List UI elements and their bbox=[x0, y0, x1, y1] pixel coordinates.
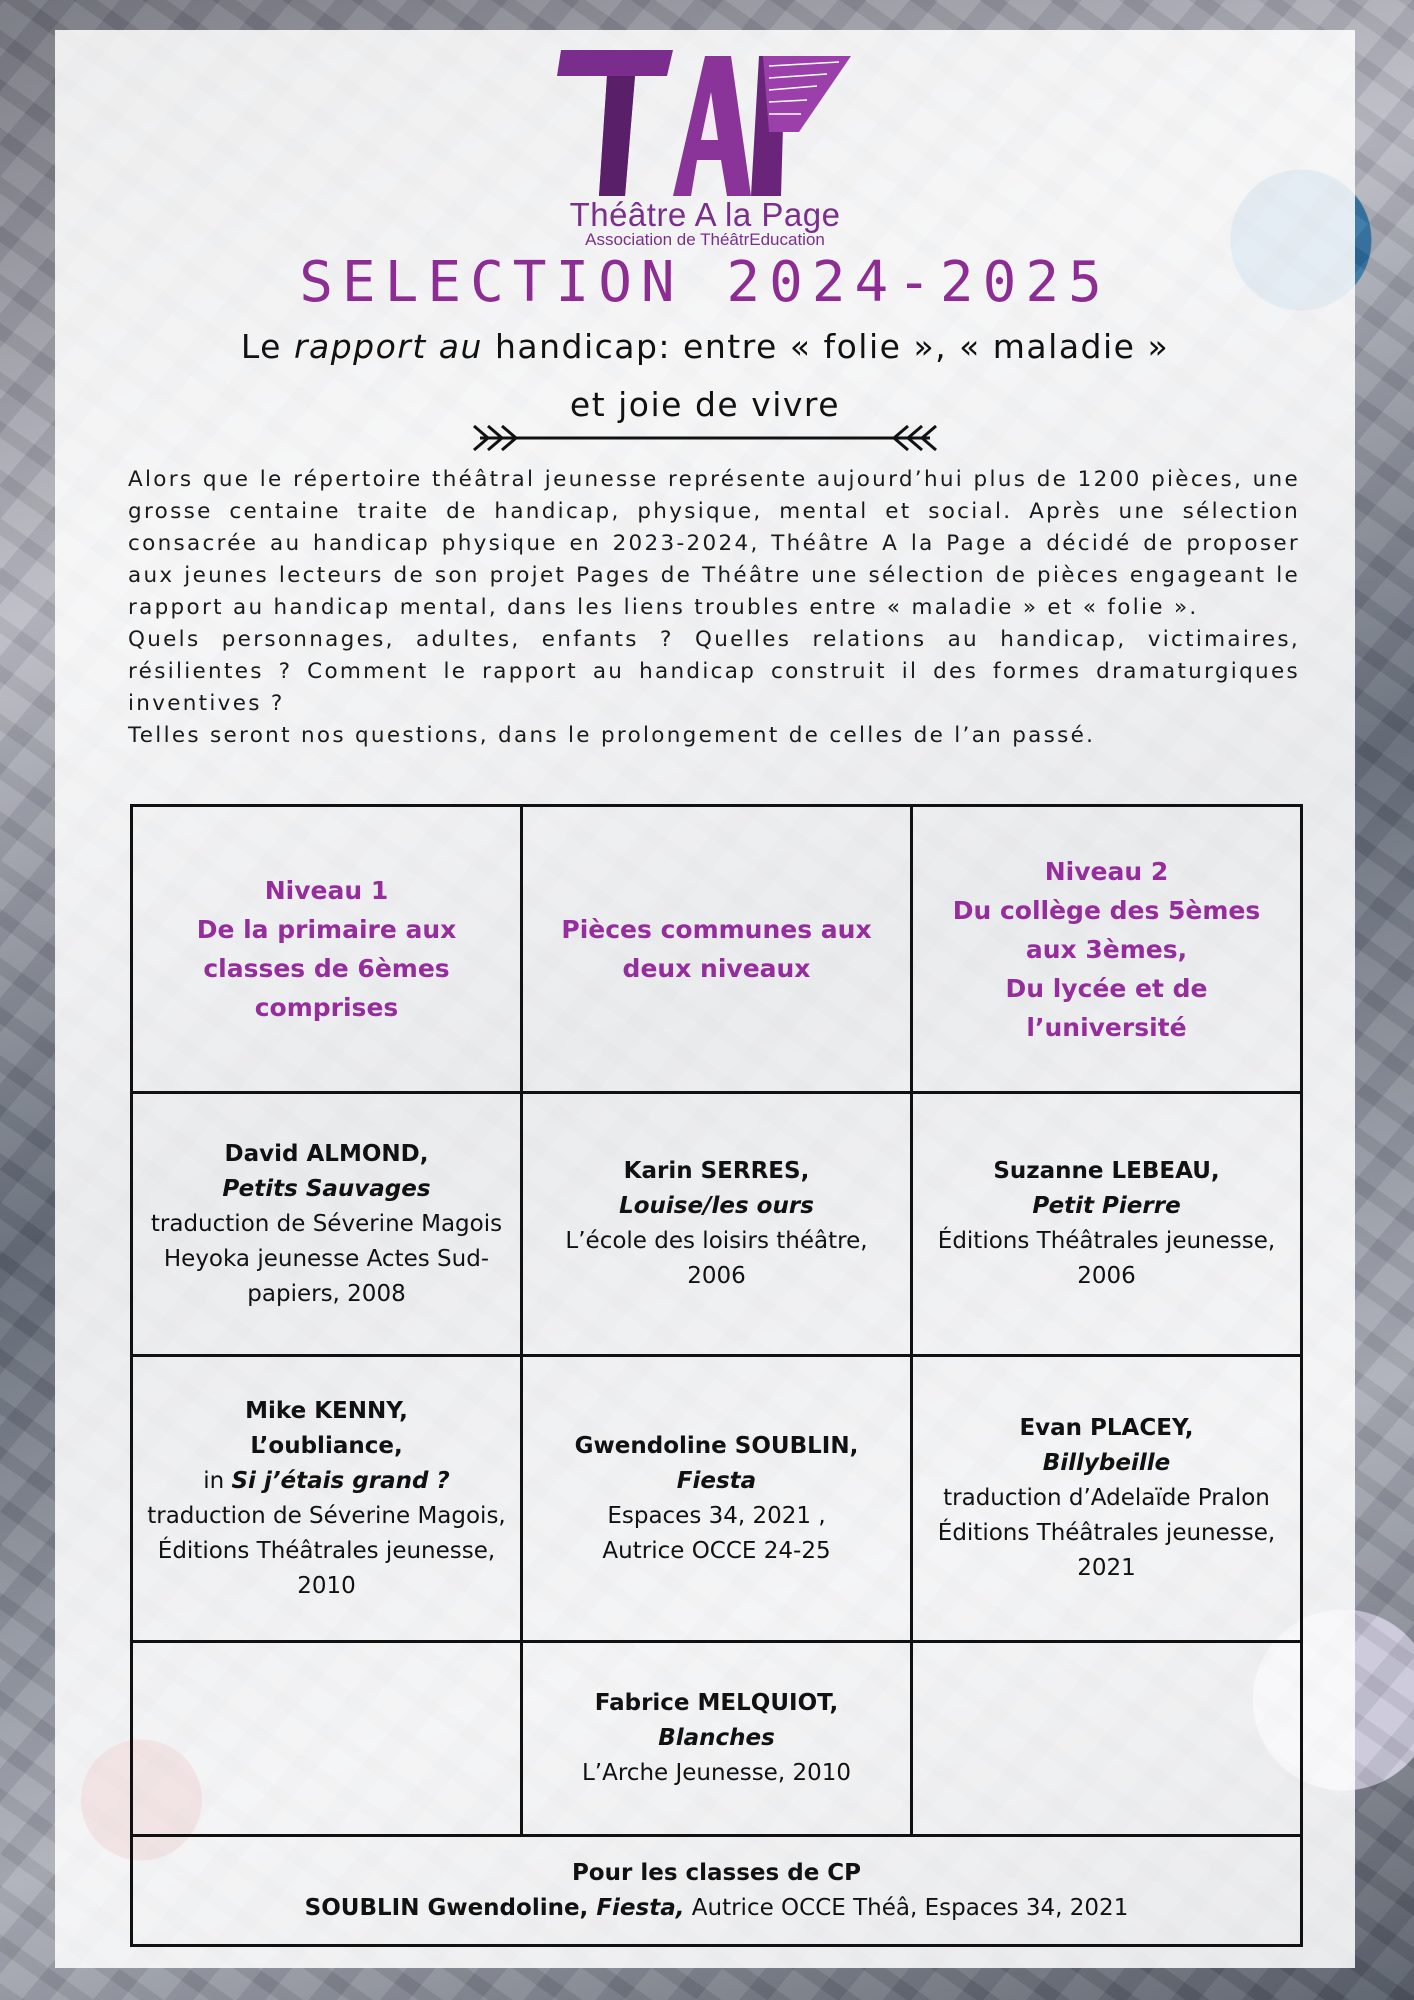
book-info: traduction d’Adelaïde Pralon bbox=[943, 1485, 1270, 1511]
book-info: papiers, 2008 bbox=[247, 1280, 406, 1307]
book-info: Espaces 34, 2021 , bbox=[607, 1502, 826, 1529]
logo-tagline: Association de ThéâtrEducation bbox=[585, 230, 825, 249]
table-row bbox=[132, 1093, 1302, 1356]
book-cell-serres bbox=[522, 1093, 912, 1356]
book-info: traduction de Séverine Magois bbox=[150, 1210, 503, 1237]
book-info: Autrice OCCE 24-25 bbox=[602, 1537, 831, 1564]
book-author: Karin SERRES, bbox=[623, 1158, 810, 1184]
header-level-2-line: Du collège des 5èmes bbox=[952, 895, 1261, 925]
empty-cell bbox=[912, 1642, 1302, 1836]
header-common bbox=[522, 806, 912, 1093]
book-title: Petit Pierre bbox=[1032, 1193, 1181, 1219]
book-title: Louise/les ours bbox=[619, 1193, 814, 1219]
cp-class-cell bbox=[132, 1836, 1302, 1946]
page-title: SELECTION 2024-2025 bbox=[299, 250, 1111, 315]
book-in-prefix: in bbox=[203, 1467, 232, 1494]
book-title: Fiesta bbox=[676, 1467, 757, 1494]
book-author: Gwendoline SOUBLIN, bbox=[574, 1432, 859, 1459]
book-cell-melquiot bbox=[522, 1642, 912, 1836]
logo-name: Théâtre A la Page bbox=[569, 196, 841, 233]
header-level-1-line: comprises bbox=[254, 993, 399, 1022]
book-info: L’école des loisirs théâtre, 2006 bbox=[565, 1228, 868, 1289]
intro-text bbox=[128, 464, 1300, 752]
book-cell-soublin bbox=[522, 1356, 912, 1642]
header-level-2 bbox=[912, 806, 1302, 1093]
empty-cell bbox=[132, 1642, 522, 1836]
subtitle-part1: Le bbox=[240, 327, 294, 366]
book-title: Billybeille bbox=[1042, 1450, 1171, 1476]
header-level-1 bbox=[132, 806, 522, 1093]
header-level-1-line: De la primaire aux bbox=[196, 915, 457, 944]
cp-author: SOUBLIN Gwendoline, bbox=[304, 1894, 597, 1921]
intro-paragraph-3: Telles seront nos questions, dans le prolongement de celles de l’an passé. bbox=[128, 723, 1096, 748]
book-cell-kenny bbox=[132, 1356, 522, 1642]
subtitle-line2: et joie de vivre bbox=[569, 385, 841, 424]
cp-title: Fiesta, bbox=[596, 1894, 685, 1921]
tap-logo bbox=[555, 48, 855, 258]
book-title: Blanches bbox=[658, 1725, 775, 1751]
book-info: Éditions Théâtrales jeunesse, bbox=[157, 1537, 496, 1564]
subtitle-italic: rapport au bbox=[293, 327, 483, 366]
book-author: Evan PLACEY, bbox=[1019, 1415, 1194, 1441]
book-info: Éditions Théâtrales jeunesse, bbox=[937, 1228, 1276, 1254]
cp-info: Autrice OCCE Théâ, Espaces 34, 2021 bbox=[684, 1894, 1129, 1921]
table-row bbox=[132, 1642, 1302, 1836]
book-cell-almond bbox=[132, 1093, 522, 1356]
header-common-line: deux niveaux bbox=[622, 954, 811, 983]
page-subtitle bbox=[195, 318, 1215, 434]
book-title: Petits Sauvages bbox=[222, 1175, 431, 1202]
book-cell-lebeau bbox=[912, 1093, 1302, 1356]
header-level-2-line: Du lycée et de l’université bbox=[1005, 973, 1208, 1042]
intro-paragraph-1: Alors que le répertoire théâtral jeunesse représente aujourd’hui plus de 1200 pièces, une grosse centaine traite de handicap, physique, mental et social. Après une sélection consacrée au handicap physique en 2023-2024, Théâtre A la Page a décidé de proposer aux jeunes lecteurs de son projet Pages de Théâtre une sélection de pièces engageant le rapport au handicap mental, dans les liens troubles entre « maladie » et « folie ». bbox=[128, 467, 1300, 620]
book-info: traduction de Séverine Magois, bbox=[147, 1502, 506, 1529]
subtitle-part3: handicap: entre « folie », « maladie » bbox=[482, 327, 1170, 366]
book-author: David ALMOND, bbox=[224, 1140, 429, 1167]
selection-table bbox=[130, 804, 1303, 1947]
cp-heading: Pour les classes de CP bbox=[571, 1859, 862, 1886]
book-collection-title: Si j’étais grand ? bbox=[231, 1467, 450, 1494]
header-level-2-line: aux 3èmes, bbox=[1025, 934, 1188, 964]
tap-logo-mark bbox=[555, 48, 855, 198]
header-common-line: Pièces communes aux bbox=[561, 915, 872, 944]
table-footer-row bbox=[132, 1836, 1302, 1946]
book-author: Mike KENNY, bbox=[245, 1397, 408, 1424]
book-author: Suzanne LEBEAU, bbox=[993, 1158, 1220, 1184]
header-level-2-line: Niveau 2 bbox=[1044, 856, 1169, 886]
table-header-row bbox=[132, 806, 1302, 1093]
book-info: 2010 bbox=[297, 1572, 356, 1599]
header-level-1-line: classes de 6èmes bbox=[203, 954, 450, 983]
book-info: 2006 bbox=[1077, 1263, 1136, 1289]
arrow-divider-icon bbox=[470, 420, 940, 456]
book-author: Fabrice MELQUIOT, bbox=[594, 1690, 839, 1716]
table-row bbox=[132, 1356, 1302, 1642]
intro-paragraph-2: Quels personnages, adultes, enfants ? Quelles relations au handicap, victimaires, résilientes ? Comment le rapport au handicap construit il des formes dramaturgiques inventives ? bbox=[128, 627, 1300, 716]
book-cell-placey bbox=[912, 1356, 1302, 1642]
book-title: L’oubliance, bbox=[250, 1432, 403, 1459]
book-info: Heyoka jeunesse Actes Sud- bbox=[163, 1245, 490, 1272]
book-info: 2021 bbox=[1077, 1555, 1136, 1581]
book-info: L’Arche Jeunesse, 2010 bbox=[581, 1760, 851, 1786]
header-level-1-line: Niveau 1 bbox=[264, 876, 389, 905]
book-info: Éditions Théâtrales jeunesse, bbox=[937, 1520, 1276, 1546]
